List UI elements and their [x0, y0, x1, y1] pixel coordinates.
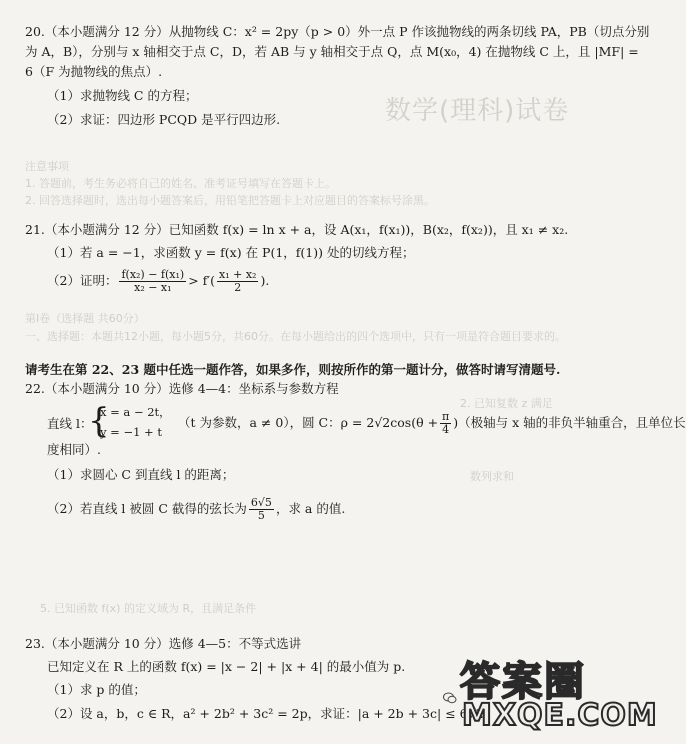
q22-line-2 [178, 408, 686, 438]
q22-line-1: 22.（本小题满分 10 分）选修 4—4：坐标系与参数方程 [25, 381, 339, 396]
bleed-through-title: 数学(理科)试卷 [385, 96, 570, 126]
q22-line-3: 度相同）. [47, 442, 101, 457]
elective-instruction: 请考生在第 22、23 题中任选一题作答，如果多作，则按所作的第一题计分，做答时请写清题号. [25, 362, 561, 377]
bleed-through-text: 2. 回答选择题时，选出每小题答案后，用铅笔把答题卡上对应题目的答案标号涂黑。 [25, 194, 435, 207]
watermark-line-1: 答案圈 [460, 659, 586, 705]
bleed-through-text: 5. 已知函数 f(x) 的定义域为 R，且满足条件 [40, 602, 257, 615]
q20-line-2: 为 A，B），分别与 x 轴相交于点 C，D，若 AB 与 y 轴相交于点 Q，点 M(x₀，4) 在抛物线 C 上，且 |MF| = [25, 44, 639, 59]
q22-line-2-a: （t 为参数，a ≠ 0），圆 C：ρ = 2√2cos(θ + [178, 415, 439, 430]
watermark-logo [460, 650, 658, 735]
bleed-through-text: 2. 已知复数 z 满足 [460, 397, 553, 410]
param-equation-y: y = −1 + t [100, 425, 162, 439]
chord-length-fraction [249, 497, 274, 522]
pi-over-4-fraction [440, 411, 451, 436]
q22-part-1: （1）求圆心 C 到直线 l 的距离； [47, 467, 235, 482]
fraction-denominator: 2 [234, 281, 242, 294]
q21-part-2-mid: > f′( [188, 273, 215, 288]
bleed-through-text: 一、选择题：本题共12小题，每小题5分，共60分。在每小题给出的四个选项中，只有一项是符合题目要求的。 [25, 330, 566, 343]
fraction-numerator: x₁ + x₂ [219, 268, 257, 281]
bleed-through-text: 1. 答题前，考生务必将自己的姓名、准考证号填写在答题卡上。 [25, 177, 336, 190]
fraction-denominator: 4 [442, 423, 450, 436]
q23-line-1: 23.（本小题满分 10 分）选修 4—5：不等式选讲 [25, 636, 302, 651]
wechat-icon [443, 692, 457, 704]
param-equation-x: x = a − 2t， [100, 405, 171, 419]
fraction-numerator: π [442, 410, 450, 423]
q22-part-2 [47, 494, 345, 524]
q20-line-1: 20.（本小题满分 12 分）从抛物线 C：x² = 2py（p > 0）外一点 P 作该抛物线的两条切线 PA，PB（切点分别 [25, 24, 650, 39]
fraction-denominator: 5 [257, 509, 265, 522]
q21-line-1: 21.（本小题满分 12 分）已知函数 f(x) = ln x + a，设 A(x₁，f(x₁))，B(x₂，f(x₂))，且 x₁ ≠ x₂. [25, 222, 569, 237]
difference-quotient-fraction [119, 269, 186, 294]
bleed-through-text: 注意事项 [25, 160, 69, 173]
q20-part-2: （2）求证：四边形 PCQD 是平行四边形. [47, 112, 281, 127]
bleed-through-text: 第Ⅰ卷（选择题 共60分） [25, 312, 145, 325]
watermark-line-2: MXQE.COM [462, 698, 658, 733]
q21-part-2-prefix: （2）证明： [47, 273, 118, 288]
q23-line-2: 已知定义在 R 上的函数 f(x) = |x − 2| + |x + 4| 的最小值为 p. [47, 659, 406, 674]
q20-part-1: （1）求抛物线 C 的方程； [47, 88, 198, 103]
q22-line-label: 直线 l： [47, 416, 93, 431]
fraction-numerator: 6√5 [250, 496, 272, 509]
midpoint-fraction [217, 269, 258, 294]
fraction-denominator: x₂ − x₁ [134, 281, 172, 294]
bleed-through-text: 数列求和 [470, 470, 514, 483]
q20-line-3: 6（F 为抛物线的焦点）. [25, 64, 163, 79]
q23-part-1: （1）求 p 的值； [47, 682, 146, 697]
q21-part-2-suffix: ). [260, 273, 270, 288]
q22-part-2-b: ，求 a 的值. [275, 501, 346, 516]
q22-part-2-a: （2）若直线 l 被圆 C 截得的弦长为 [47, 501, 247, 516]
q22-line-2-b: )（极轴与 x 轴的非负半轴重合，且单位长 [453, 415, 686, 430]
fraction-numerator: f(x₂) − f(x₁) [121, 268, 185, 281]
system-brace: { [88, 401, 110, 441]
q21-part-1: （1）若 a = −1，求函数 y = f(x) 在 P(1，f(1)) 处的切线方程； [47, 245, 415, 260]
q21-part-2 [47, 266, 269, 296]
q23-part-2: （2）设 a，b，c ∈ R，a² + 2b² + 3c² = 2p，求证：|a + 2b + 3c| ≤ 6√2. [47, 706, 488, 721]
